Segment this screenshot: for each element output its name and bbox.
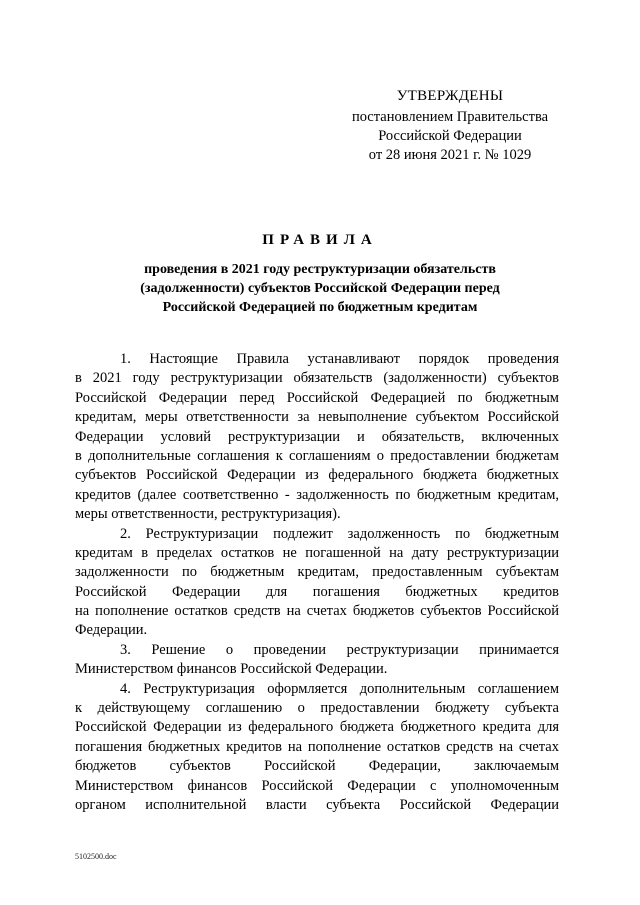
paragraph-line: Российской Федерации перед Российской Федерацией по бюджетным <box>75 389 559 406</box>
paragraph-line: органом исполнительной власти субъекта Российской Федерации <box>75 796 559 813</box>
paragraph-line: задолженности по бюджетным кредитам, предоставленным субъектам <box>75 564 559 581</box>
paragraph-4 <box>75 680 559 816</box>
paragraph-line: в 2021 году реструктуризации обязательств (задолженности) субъектов <box>75 370 559 387</box>
file-name-footer: 5102500.doc <box>75 852 117 861</box>
paragraph-line: меры ответственности, реструктуризация). <box>75 506 341 523</box>
paragraph-line: в дополнительные соглашения к соглашениям о предоставлении бюджетам <box>75 447 559 464</box>
paragraph-line: Министерством финансов Российской Федерации с уполномоченным <box>75 777 559 794</box>
document-subtitle <box>100 260 540 317</box>
paragraph-line: бюджетов субъектов Российской Федерации, заключаемым <box>75 758 559 775</box>
paragraph-line: субъектов Российской Федерации из федерального бюджета бюджетных <box>75 467 559 484</box>
paragraph-3 <box>75 641 559 680</box>
paragraph-line: Российской Федерации для погашения бюджетных кредитов <box>75 583 559 600</box>
subtitle-line: проведения в 2021 году реструктуризации обязательств <box>144 262 496 277</box>
subtitle-line: Российской Федерацией по бюджетным кредитам <box>162 300 478 315</box>
paragraph-line: на пополнение остатков средств на счетах бюджетов субъектов Российской <box>75 603 559 620</box>
paragraph-line: кредитов (далее соответственно - задолженность по бюджетным кредитам, <box>75 486 559 503</box>
paragraph-line: 4. Реструктуризация оформляется дополнительным соглашением <box>120 680 559 697</box>
paragraph-line: кредитам, меры ответственности за невыполнение субъектом Российской <box>75 409 559 426</box>
document-title: ПРАВИЛА <box>262 232 378 248</box>
paragraph-line: погашения бюджетных кредитов на пополнение остатков средств на счетах <box>75 738 559 755</box>
approval-stamp <box>330 87 570 165</box>
paragraph-line: Федерации. <box>75 622 148 639</box>
paragraph-line: 2. Реструктуризации подлежит задолженность по бюджетным <box>120 525 559 542</box>
paragraph-line: 1. Настоящие Правила устанавливают порядок проведения <box>120 351 559 367</box>
paragraph-line: Федерации условий реструктуризации и обязательств, включенных <box>75 428 559 445</box>
paragraph-line: Российской Федерации из федерального бюджета бюджетного кредита для <box>75 719 559 736</box>
document-body <box>75 350 559 815</box>
approval-date-number: от 28 июня 2021 г. № 1029 <box>368 147 532 163</box>
paragraph-line: 3. Решение о проведении реструктуризации принимается <box>120 641 559 658</box>
approval-heading: УТВЕРЖДЕНЫ <box>396 88 504 104</box>
approval-line: Российской Федерации <box>378 128 522 144</box>
approval-line: постановлением Правительства <box>351 109 549 125</box>
paragraph-line: кредитам в пределах остатков не погашенной на дату реструктуризации <box>75 544 559 561</box>
paragraph-line: Министерством финансов Российской Федерации. <box>75 661 388 678</box>
paragraph-2 <box>75 525 559 641</box>
paragraph-line: к действующему соглашению о предоставлении бюджету субъекта <box>75 700 559 717</box>
paragraph-1 <box>75 350 559 525</box>
subtitle-line: (задолженности) субъектов Российской Федерации перед <box>140 281 500 296</box>
